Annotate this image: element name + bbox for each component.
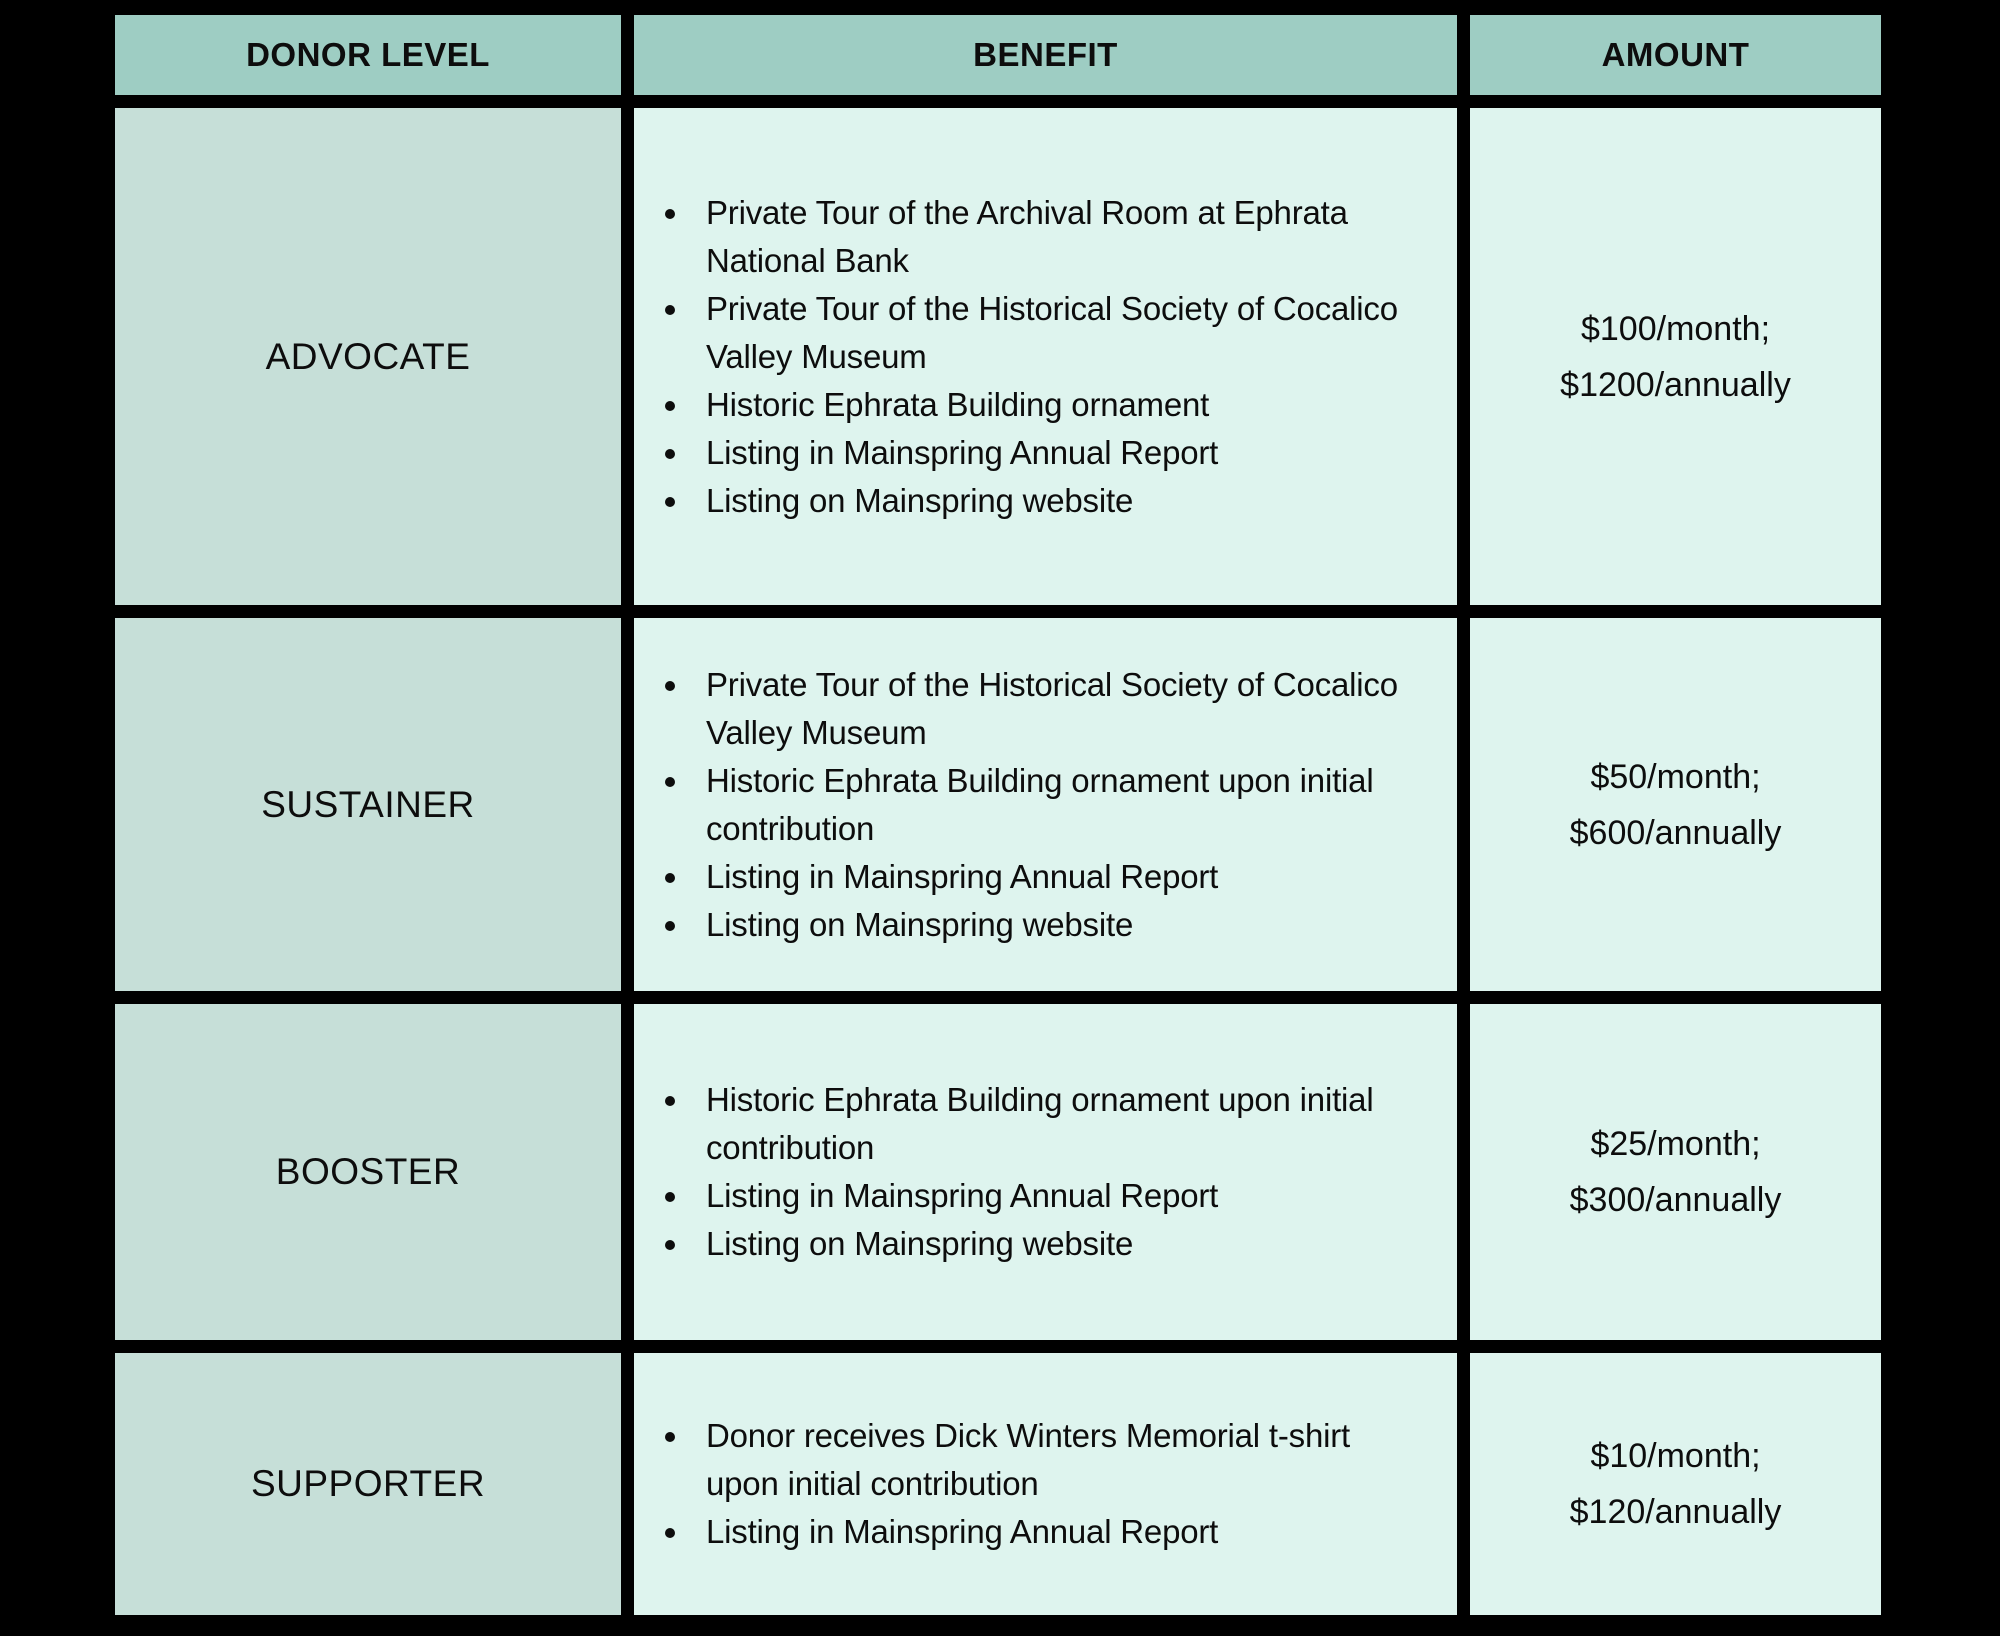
- benefit-list: [634, 1412, 1417, 1556]
- amount-monthly: $10/month;: [1590, 1437, 1761, 1475]
- donor-level-advocate: ADVOCATE: [115, 108, 621, 605]
- benefit-item: • Listing in Mainspring Annual Report: [692, 429, 1417, 477]
- benefit-item: • Donor receives Dick Winters Memorial t-shirt upon initial contribution: [692, 1412, 1417, 1508]
- benefit-item: • Historic Ephrata Building ornament upon initial contribution: [692, 757, 1417, 853]
- benefit-cell-booster: [634, 1004, 1457, 1340]
- donor-level-sustainer: SUSTAINER: [115, 618, 621, 991]
- amount-cell-supporter: [1470, 1353, 1881, 1615]
- amount-monthly: $100/month;: [1580, 309, 1771, 348]
- header-donor-level: DONOR LEVEL: [115, 15, 621, 95]
- benefit-item: • Private Tour of the Historical Society of Cocalico Valley Museum: [692, 285, 1417, 381]
- donor-level-supporter: SUPPORTER: [115, 1353, 621, 1615]
- benefit-item: • Listing on Mainspring website: [692, 477, 1417, 525]
- benefit-cell-sustainer: [634, 618, 1457, 991]
- amount-monthly: $50/month;: [1590, 757, 1761, 796]
- benefit-item: • Listing on Mainspring website: [692, 1220, 1417, 1268]
- amount-cell-booster: [1470, 1004, 1881, 1340]
- benefit-item: • Private Tour of the Archival Room at Ephrata National Bank: [692, 189, 1417, 285]
- benefit-cell-supporter: [634, 1353, 1457, 1615]
- donor-level-booster: BOOSTER: [115, 1004, 621, 1340]
- benefit-item: • Listing in Mainspring Annual Report: [692, 1172, 1417, 1220]
- benefit-list: [634, 661, 1417, 949]
- amount-annual: $120/annually: [1569, 1493, 1782, 1531]
- amount-monthly: $25/month;: [1590, 1125, 1761, 1163]
- header-amount: AMOUNT: [1470, 15, 1881, 95]
- benefit-item: • Listing in Mainspring Annual Report: [692, 1508, 1417, 1556]
- amount-annual: $300/annually: [1569, 1181, 1782, 1219]
- benefit-item: • Historic Ephrata Building ornament upon initial contribution: [692, 1076, 1417, 1172]
- donor-levels-table: [115, 15, 1881, 1615]
- benefit-item: • Listing on Mainspring website: [692, 901, 1417, 949]
- benefit-item: • Private Tour of the Historical Society of Cocalico Valley Museum: [692, 661, 1417, 757]
- benefit-list: [634, 189, 1417, 525]
- benefit-item: • Historic Ephrata Building ornament: [692, 381, 1417, 429]
- amount-cell-sustainer: [1470, 618, 1881, 991]
- benefit-cell-advocate: [634, 108, 1457, 605]
- benefit-list: [634, 1076, 1417, 1268]
- amount-cell-advocate: [1470, 108, 1881, 605]
- amount-annual: $600/annually: [1569, 813, 1782, 852]
- benefit-item: • Listing in Mainspring Annual Report: [692, 853, 1417, 901]
- header-benefit: BENEFIT: [634, 15, 1457, 95]
- amount-annual: $1200/annually: [1560, 365, 1791, 404]
